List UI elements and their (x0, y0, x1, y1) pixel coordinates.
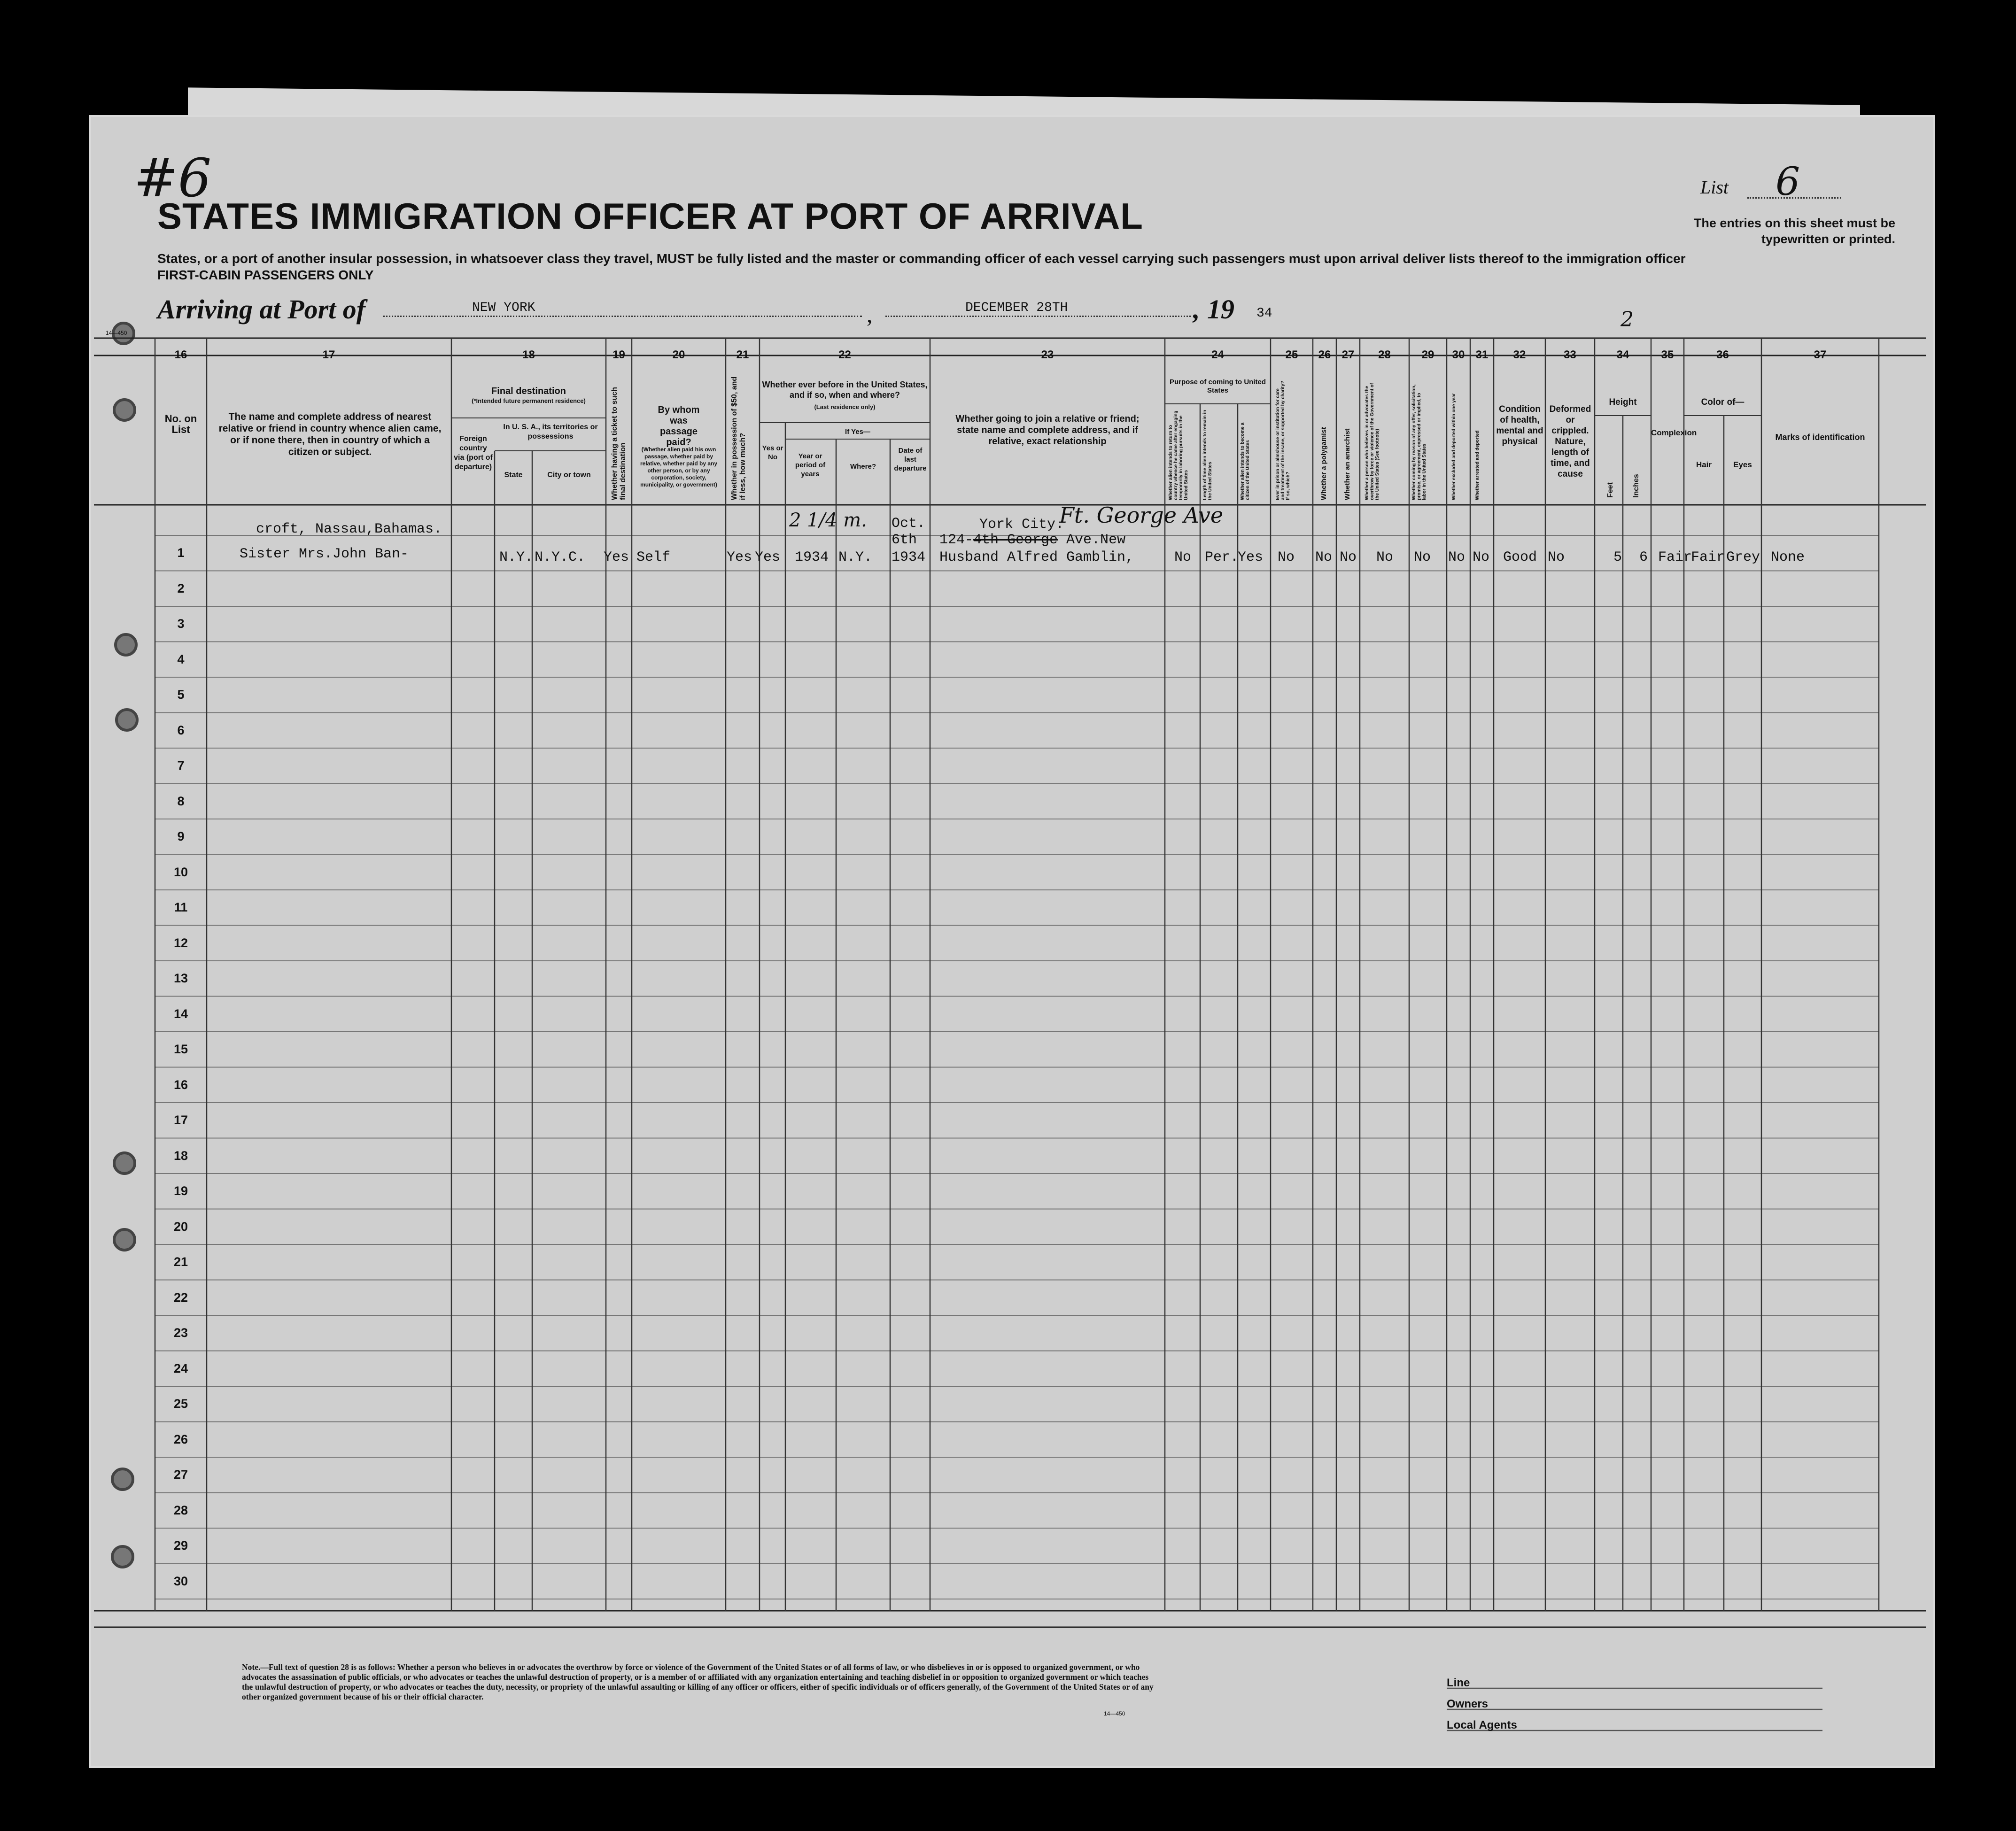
height-inches-value: 6 (1639, 549, 1648, 565)
row-number: 1 (177, 546, 185, 560)
row-number: 3 (177, 617, 185, 631)
header-purpose-return: Whether alien intends to return to country whence he came after engaging temporarily in laboring pursuits in the United States (1168, 410, 1189, 500)
header-deformed: Deformed or crippled. Nature, length of time, and cause (1549, 404, 1591, 479)
class-line: FIRST-CABIN PASSENGERS ONLY (157, 268, 374, 282)
col-number: 34 (1616, 348, 1629, 361)
year-prefix: 19 (1207, 294, 1234, 324)
polygamist-value: No (1315, 549, 1333, 565)
header-in-usa: In U. S. A., its territories or possessions (503, 423, 598, 440)
header-date-departure: Date of last departure (894, 447, 927, 472)
col-number: 32 (1513, 348, 1526, 361)
ticket-value: Yes (604, 549, 629, 565)
header-feet: Feet (1606, 482, 1614, 498)
row-number: 24 (173, 1361, 188, 1375)
period-handwritten: 2 1/4 m. (789, 510, 867, 531)
relative-address-line2: Sister Mrs.John Ban- (240, 546, 409, 562)
row-number: 6 (177, 723, 185, 737)
ever-before-value: Yes (755, 549, 781, 565)
header-period: Year or period of years (795, 452, 826, 478)
row-number: 30 (173, 1574, 188, 1588)
prison-value: No (1278, 549, 1295, 565)
col-number: 28 (1378, 348, 1391, 361)
row-number: 17 (173, 1113, 188, 1127)
header-final-destination-sub: (*Intended future permanent residence) (472, 397, 586, 404)
list-label: List (1700, 177, 1729, 198)
destination-city: N.Y.C. (535, 549, 586, 565)
join-relative-line1: York City. (979, 517, 1064, 533)
passage-paid-value: Self (636, 549, 671, 565)
port-value: NEW YORK (472, 301, 535, 315)
join-relative-line3: Husband Alfred Gamblin, (939, 549, 1134, 565)
header-nearest-relative: The name and complete address of nearest relative or friend in country whence alien came, or if none there, then in country of which a citizen or subject. (218, 411, 442, 457)
purpose-length-value: Per. (1205, 549, 1239, 565)
eyes-value: Grey (1726, 549, 1760, 565)
header-ticket: Whether having a ticket to such final destination (611, 387, 627, 500)
header-height: Height (1609, 397, 1637, 407)
header-marks: Marks of identification (1775, 433, 1865, 442)
sheet-number: 2 (1621, 308, 1634, 332)
handwritten-mark: #6 (134, 148, 212, 209)
row-number: 23 (173, 1326, 188, 1340)
header-eyes: Eyes (1733, 460, 1752, 469)
col-number: 17 (322, 348, 335, 361)
row-number: 22 (173, 1290, 188, 1305)
row-number: 25 (173, 1397, 188, 1411)
col-number: 29 (1421, 348, 1434, 361)
departure-date-line1: Oct. (892, 516, 926, 532)
col-number: 22 (838, 348, 851, 361)
purpose-return-value: No (1174, 549, 1192, 565)
row-number: 12 (173, 935, 188, 950)
footnote: Note.—Full text of question 28 is as follows: Whether a person who believes in or advocates the overthrow by force or violence of the Government of the United States or of all forms of law, or who disbelieves in or is opposed to organized government, or who advocates the assassination of public officials, or who advocates or teaches the unlawful destruction of property, or is a member of or affiliated with any organization entertaining and teaching disbelief in or opposition to organized government or which teaches the unlawful destruction of property, or who advocates or teaches the duty, necessity, or propriety of the unlawful assaulting or killing of any officer or officers, either of specific individuals or of officers generally, of the Government of the United States or of any other organized government because of his or their official character. (242, 1662, 1154, 1701)
row-number: 20 (173, 1219, 188, 1234)
form-number-top: 14—450 (106, 330, 127, 336)
header-overthrow: Whether a person who believes in or advocates the overthrow by force or violence of the Government of the United States (See footnote) (1365, 383, 1380, 500)
row-number: 27 (173, 1468, 188, 1482)
header-inches: Inches (1632, 474, 1640, 498)
row-number: 11 (174, 900, 188, 914)
row-number: 13 (173, 971, 188, 985)
fifty-dollars-value: Yes (727, 549, 752, 565)
comma: , (867, 301, 873, 327)
row-number: 26 (173, 1432, 188, 1446)
col-number: 24 (1211, 348, 1224, 361)
labor-offer-value: No (1414, 549, 1431, 565)
height-feet-value: 5 (1613, 549, 1622, 565)
row-number: 4 (177, 652, 185, 666)
col-number: 18 (522, 348, 535, 361)
header-polygamist: Whether a polygamist (1320, 427, 1328, 500)
row-number: 15 (173, 1042, 188, 1056)
row-number: 7 (177, 758, 185, 773)
header-if-yes: If Yes— (845, 428, 870, 436)
header-purpose: Purpose of coming to United States (1170, 378, 1266, 394)
header-color-of: Color of— (1701, 397, 1745, 407)
departure-date-line3: 1934 (892, 549, 926, 565)
col-number: 20 (672, 348, 685, 361)
port-label: Arriving at Port of (157, 294, 366, 324)
header-purpose-length: Length of time alien intends to remain in the United States (1202, 409, 1213, 500)
header-hair: Hair (1696, 460, 1712, 469)
row-number: 2 (177, 581, 185, 595)
col-number: 23 (1041, 348, 1054, 361)
entries-note: The entries on this sheet must be typewritten or printed. (1693, 216, 1895, 246)
health-value: Good (1503, 549, 1537, 565)
col-number: 35 (1661, 348, 1674, 361)
marks-value: None (1771, 549, 1805, 565)
header-prison: Ever in prison or almshouse or institution for care and treatment of the insane, or supported by charity? If so, which? (1275, 381, 1291, 500)
year-value: 34 (1256, 306, 1272, 321)
where-value: N.Y. (838, 549, 873, 565)
header-fifty-dollars: Whether in possession of $50, and if less, how much? (730, 376, 747, 500)
header-arrested: Whether arrested and deported (1475, 430, 1480, 500)
row-number: 19 (173, 1184, 188, 1198)
departure-date-line2: 6th (892, 532, 917, 548)
header-city: City or town (547, 471, 591, 479)
header-complexion: Complexion (1651, 428, 1697, 437)
deformed-value: No (1548, 549, 1565, 565)
comma: , (1193, 294, 1200, 324)
header-yes-no: Yes or No (762, 444, 783, 461)
col-number: 31 (1475, 348, 1489, 361)
header-anarchist: Whether an anarchist (1343, 428, 1351, 500)
form-number: 14—450 (1104, 1710, 1125, 1717)
header-last-residence: (Last residence only) (814, 403, 876, 410)
col-number: 19 (613, 348, 625, 361)
destination-state: N.Y. (499, 549, 534, 565)
arrested-value: No (1473, 549, 1490, 565)
row-number: 21 (173, 1255, 188, 1269)
anarchist-value: No (1340, 549, 1357, 565)
col-number: 16 (174, 348, 187, 361)
row-number: 14 (173, 1006, 188, 1021)
purpose-citizen-value: Yes (1238, 549, 1264, 565)
header-purpose-citizen: Whether alien intends to become a citizen of the United States (1240, 422, 1250, 500)
col-number: 36 (1716, 348, 1729, 361)
list-number: 6 (1776, 160, 1800, 204)
relative-address-line1: croft, Nassau,Bahamas. (256, 521, 442, 537)
header-ever-before: Whether ever before in the United States, and if so, when and where? (762, 380, 928, 400)
row-number: 10 (173, 865, 188, 879)
date-value: DECEMBER 28TH (965, 301, 1068, 315)
header-no-on-list: No. on List (164, 413, 197, 435)
overthrow-value: No (1376, 549, 1394, 565)
row-number: 5 (177, 688, 185, 702)
period-value: 1934 (795, 549, 829, 565)
header-excluded: Whether excluded and deported within one year (1451, 393, 1457, 500)
join-relative-line2: 124-4th George Ave.New (939, 532, 1126, 548)
col-number: 21 (736, 348, 749, 361)
hair-value: Fair (1691, 549, 1725, 565)
row-number: 29 (173, 1538, 188, 1553)
row-number: 18 (173, 1148, 188, 1163)
col-number: 33 (1564, 348, 1576, 361)
header-final-destination: Final destination (491, 386, 566, 396)
header-passage-paid-sub: (Whether alien paid his own passage, whether paid by relative, whether paid by any other person, or by any corporation, society, municipality, or government) (640, 446, 718, 488)
col-number: 30 (1452, 348, 1465, 361)
col-number: 27 (1341, 348, 1355, 361)
owners-label: Owners (1447, 1698, 1489, 1710)
header-health: Condition of health, mental and physical (1496, 404, 1543, 447)
header-state: State (504, 471, 523, 479)
join-relative-handwritten: Ft. George Ave (1059, 502, 1224, 528)
col-number: 26 (1318, 348, 1331, 361)
row-number: 28 (173, 1503, 188, 1517)
header-passage-paid: By whom was passage paid? (658, 405, 700, 448)
col-number: 25 (1285, 348, 1298, 361)
col-number: 37 (1814, 348, 1827, 361)
header-foreign-country: Foreign country via (port of departure) (454, 435, 493, 471)
struck-text: 4th George (973, 532, 1058, 548)
row-number: 9 (177, 829, 185, 843)
header-going-to-join: Whether going to join a relative or friend; state name and complete address, and if relative, exact relationship (955, 414, 1140, 447)
page-title: STATES IMMIGRATION OFFICER AT PORT OF ARRIVAL (157, 195, 1143, 237)
page-subtitle: States, or a port of another insular possession, in whatsoever class they travel, MUST be fully listed and the master or commanding officer of each vessel carrying such passengers must upon arrival deliver lists thereof to the immigration officer (157, 251, 1686, 266)
line-label: Line (1447, 1676, 1470, 1689)
header-where: Where? (850, 463, 876, 471)
header-labor-offer: Whether coming by reason of any offer, solicitation, promise, or agreement, expressed or implied, to labor in the United States (1411, 384, 1427, 500)
local-agents-label: Local Agents (1447, 1719, 1517, 1731)
complexion-value: Fair (1658, 549, 1692, 565)
row-number: 16 (173, 1077, 188, 1092)
row-number: 8 (177, 794, 185, 808)
excluded-value: No (1448, 549, 1465, 565)
